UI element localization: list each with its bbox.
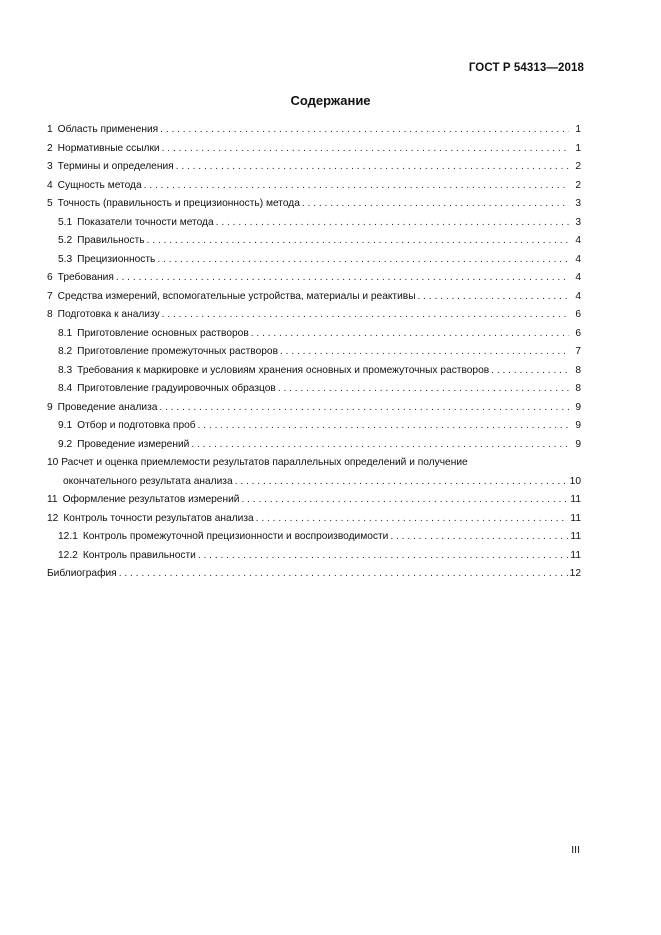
toc-entry-number: 7 xyxy=(47,290,53,302)
toc-entry-label: Сущность метода xyxy=(57,179,142,191)
toc-entry-label: Контроль правильности xyxy=(82,549,196,561)
toc-entry-label: Приготовление промежуточных растворов xyxy=(77,346,279,357)
toc-entry[interactable] xyxy=(47,491,581,510)
toc-entry-page: 6 xyxy=(575,327,581,339)
toc-entry-page: 7 xyxy=(575,346,581,357)
toc-entry-page: 9 xyxy=(575,420,581,431)
toc-entry[interactable] xyxy=(47,195,581,214)
toc-entry-number: 8.2 xyxy=(58,346,73,357)
toc-entry-number: 6 xyxy=(47,272,53,283)
toc-leader-dots xyxy=(116,269,569,288)
toc-entry-label: Прецизионность xyxy=(77,253,156,265)
toc-entry-page: 9 xyxy=(575,401,581,413)
toc-entry-number: 12.1 xyxy=(58,531,78,542)
toc-entry-number: 4 xyxy=(47,179,53,191)
toc-leader-dots xyxy=(144,177,569,196)
toc-entry-number: 10 xyxy=(47,457,59,468)
toc-leader-dots xyxy=(280,343,569,362)
toc-leader-dots xyxy=(256,510,569,529)
toc-entry-label: Средства измерений, вспомогательные устройства, материалы и реактивы xyxy=(57,290,416,302)
toc-entry[interactable] xyxy=(47,399,581,418)
toc-entry-page: 9 xyxy=(575,438,581,450)
toc-entry[interactable] xyxy=(47,177,581,196)
toc-entry-label-continuation: окончательного результата анализа xyxy=(63,475,233,487)
toc-entry-label: Термины и определения xyxy=(57,161,174,172)
toc-entry-label: Правильность xyxy=(77,235,145,246)
toc-entry-number: 9.2 xyxy=(58,438,73,450)
toc-entry-page: 11 xyxy=(570,512,581,524)
toc-entry-label: Контроль точности результатов анализа xyxy=(63,512,254,524)
toc-leader-dots xyxy=(216,214,569,233)
toc-subentry[interactable] xyxy=(47,547,581,566)
toc-entry-page: 8 xyxy=(575,383,581,394)
toc-leader-dots xyxy=(176,158,569,177)
toc-subentry[interactable] xyxy=(47,436,581,455)
toc-entry-page: 11 xyxy=(570,549,581,561)
toc-entry-number: 5.1 xyxy=(58,216,73,228)
table-of-contents xyxy=(47,121,581,584)
toc-entry-page: 4 xyxy=(575,272,581,283)
toc-entry-label: Нормативные ссылки xyxy=(57,142,160,154)
toc-entry[interactable] xyxy=(47,140,581,159)
toc-entry-number: 8.4 xyxy=(58,383,73,394)
toc-entry-number: 12.2 xyxy=(58,549,78,561)
toc-leader-dots xyxy=(302,195,569,214)
toc-entry-label: Точность (правильность и прецизионность) метода xyxy=(57,198,300,209)
toc-entry-number: 8.1 xyxy=(58,327,73,339)
document-code: ГОСТ Р 54313—2018 xyxy=(468,62,584,74)
toc-subentry[interactable] xyxy=(47,528,581,547)
toc-leader-dots xyxy=(159,399,569,418)
toc-entry[interactable] xyxy=(47,269,581,288)
toc-entry-number: 12 xyxy=(47,512,59,524)
toc-entry-label: Приготовление основных растворов xyxy=(77,327,249,339)
toc-entry[interactable] xyxy=(47,510,581,529)
toc-entry-page: 3 xyxy=(575,216,581,228)
toc-entry-number: 3 xyxy=(47,161,53,172)
toc-entry-label: Подготовка к анализу xyxy=(57,309,160,320)
toc-entry-label: Область применения xyxy=(57,124,159,135)
toc-entry-label: Проведение измерений xyxy=(77,438,190,450)
toc-entry-label: Проведение анализа xyxy=(57,401,158,413)
toc-subentry[interactable] xyxy=(47,232,581,251)
toc-entry-number: 5 xyxy=(47,198,53,209)
toc-entry-number: 8.3 xyxy=(58,364,73,376)
toc-entry-label: Требования к маркировке и условиям хранения основных и промежуточных растворов xyxy=(77,364,490,376)
toc-entry[interactable] xyxy=(47,288,581,307)
toc-entry-number: 5.3 xyxy=(58,253,73,265)
toc-entry[interactable] xyxy=(47,158,581,177)
toc-subentry[interactable] xyxy=(47,325,581,344)
toc-subentry[interactable] xyxy=(47,362,581,381)
toc-leader-dots xyxy=(251,325,569,344)
toc-leader-dots xyxy=(418,288,569,307)
toc-entry-label: Показатели точности метода xyxy=(77,216,214,228)
toc-entry-label: Расчет и оценка приемлемости результатов параллельных определений и получение xyxy=(61,457,468,468)
toc-entry-bibliography[interactable] xyxy=(47,565,581,584)
toc-entry-page: 4 xyxy=(575,290,581,302)
toc-entry-label: Требования xyxy=(57,272,114,283)
toc-entry-page: 1 xyxy=(575,124,581,135)
toc-leader-dots xyxy=(119,565,568,584)
toc-entry-page: 12 xyxy=(569,568,581,579)
toc-entry-page: 11 xyxy=(570,531,581,542)
toc-leader-dots xyxy=(241,491,568,510)
toc-leader-dots xyxy=(198,547,569,566)
toc-entry-label: Контроль промежуточной прецизионности и воспроизводимости xyxy=(82,531,389,542)
toc-subentry[interactable] xyxy=(47,343,581,362)
toc-entry[interactable] xyxy=(47,454,581,491)
toc-leader-dots xyxy=(162,306,569,325)
toc-subentry[interactable] xyxy=(47,380,581,399)
toc-leader-dots xyxy=(390,528,568,547)
toc-leader-dots xyxy=(147,232,569,251)
toc-leader-dots xyxy=(198,417,569,436)
toc-entry-page: 11 xyxy=(570,494,581,505)
toc-leader-dots xyxy=(191,436,569,455)
toc-entry-page: 6 xyxy=(575,309,581,320)
toc-entry-number: 9 xyxy=(47,401,53,413)
toc-leader-dots xyxy=(157,251,569,270)
toc-title: Содержание xyxy=(290,93,371,108)
toc-entry-page: 2 xyxy=(575,179,581,191)
toc-entry-page: 1 xyxy=(575,142,581,154)
toc-entry-label: Библиография xyxy=(47,568,117,579)
toc-entry-page: 8 xyxy=(575,364,581,376)
toc-entry-number: 1 xyxy=(47,124,53,135)
toc-leader-dots xyxy=(278,380,569,399)
toc-leader-dots xyxy=(235,473,568,492)
toc-leader-dots xyxy=(160,121,569,140)
toc-entry-number: 8 xyxy=(47,309,53,320)
toc-subentry[interactable] xyxy=(47,417,581,436)
toc-entry-label: Отбор и подготовка проб xyxy=(77,420,196,431)
toc-entry-page: 3 xyxy=(575,198,581,209)
toc-entry-number: 2 xyxy=(47,142,53,154)
toc-subentry[interactable] xyxy=(47,251,581,270)
toc-entry-label: Оформление результатов измерений xyxy=(62,494,240,505)
toc-entry-number: 9.1 xyxy=(58,420,73,431)
toc-entry-page: 2 xyxy=(575,161,581,172)
toc-entry[interactable] xyxy=(47,306,581,325)
toc-entry-page: 10 xyxy=(569,475,581,487)
page-number: III xyxy=(571,844,580,856)
toc-entry-number: 5.2 xyxy=(58,235,73,246)
toc-entry-label: Приготовление градуировочных образцов xyxy=(77,383,276,394)
toc-leader-dots xyxy=(162,140,569,159)
toc-entry-page: 4 xyxy=(575,235,581,246)
toc-entry-page: 4 xyxy=(575,253,581,265)
toc-subentry[interactable] xyxy=(47,214,581,233)
toc-entry[interactable] xyxy=(47,121,581,140)
toc-entry-number: 11 xyxy=(47,494,58,505)
toc-leader-dots xyxy=(491,362,569,381)
